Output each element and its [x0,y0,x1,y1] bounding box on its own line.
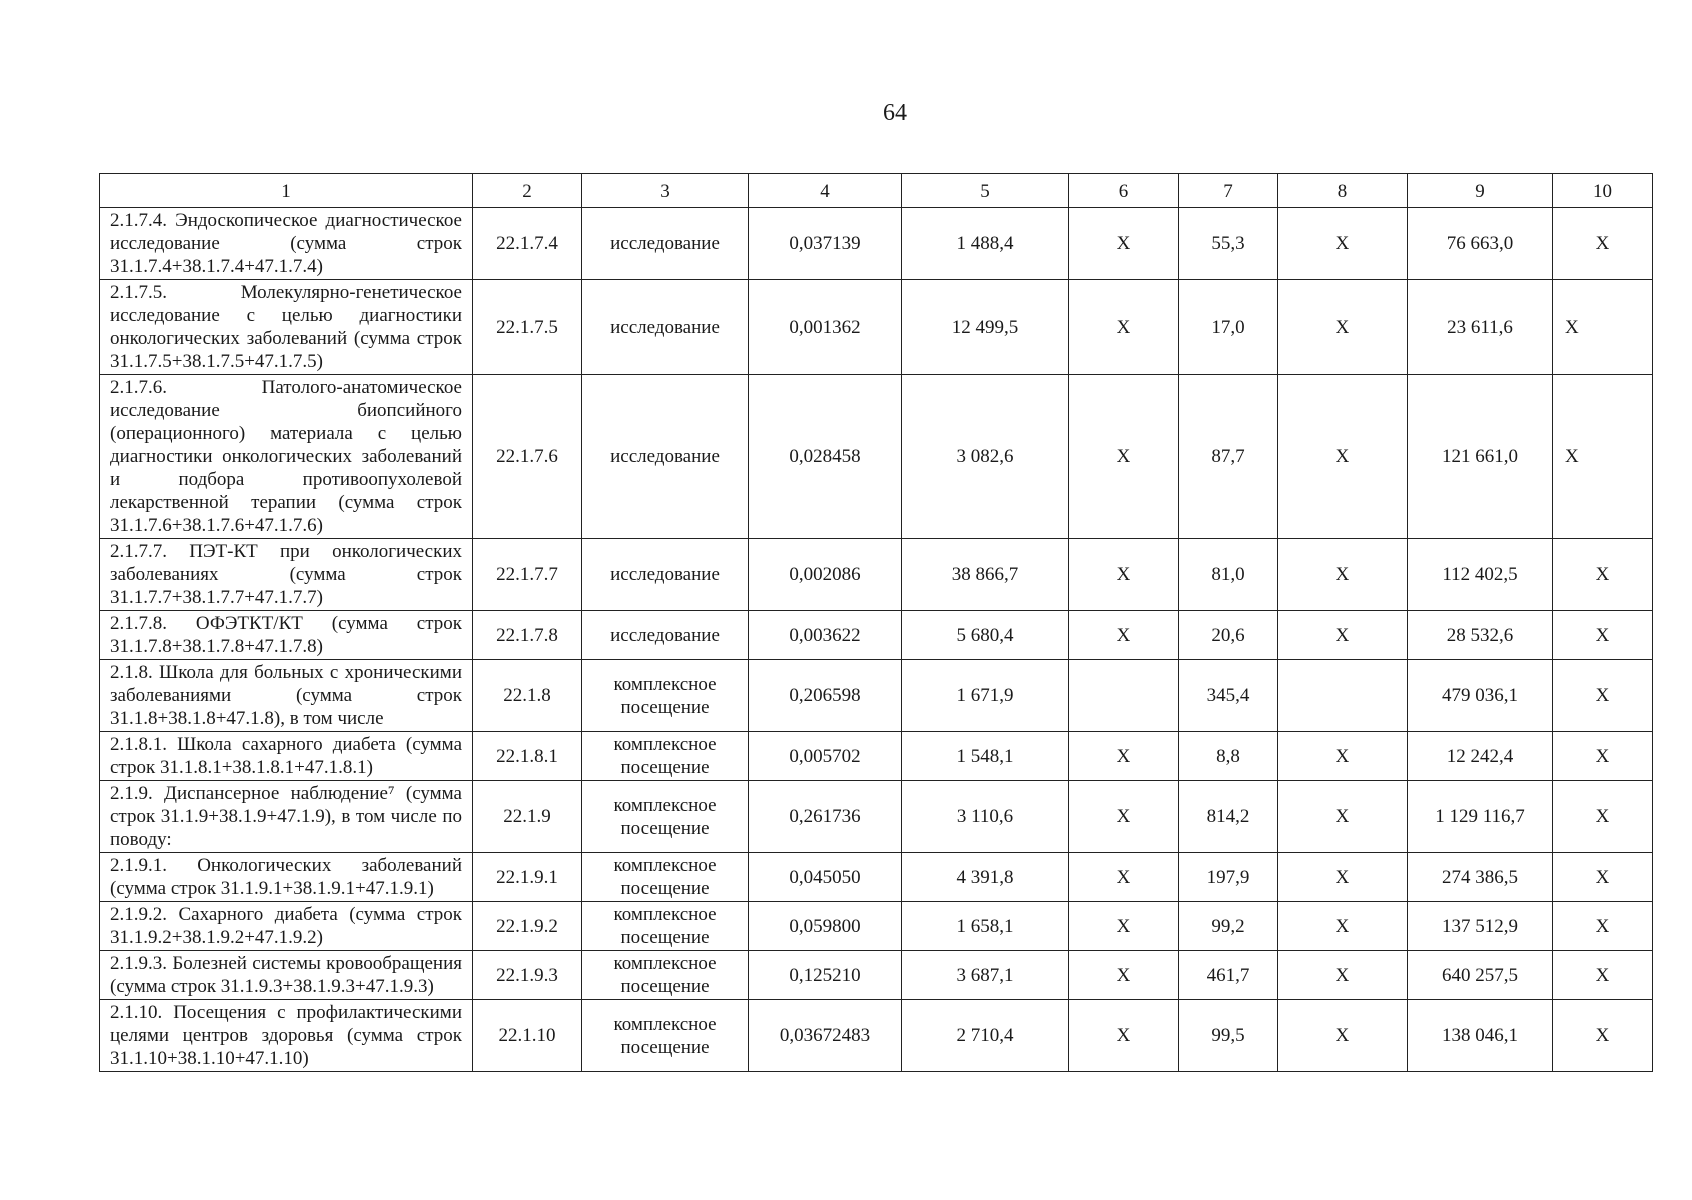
row-cost-per-unit: 12 499,5 [902,280,1069,375]
row-description: 2.1.9.3. Болезней системы кровообращения (сумма строк 31.1.9.3+38.1.9.3+47.1.9.3) [100,951,473,1000]
table-row [100,902,1653,951]
row-col6: X [1069,732,1179,781]
row-norm-volume: 0,261736 [749,781,902,853]
row-total-cost: 137 512,9 [1408,902,1553,951]
row-col8: X [1278,280,1408,375]
row-per-capita: 461,7 [1179,951,1278,1000]
row-norm-volume: 0,001362 [749,280,902,375]
row-col6: X [1069,902,1179,951]
row-cost-per-unit: 38 866,7 [902,539,1069,611]
row-code: 22.1.8.1 [473,732,582,781]
row-cost-per-unit: 1 658,1 [902,902,1069,951]
row-code: 22.1.8 [473,660,582,732]
row-cost-per-unit: 1 548,1 [902,732,1069,781]
row-col10: X [1553,1000,1653,1072]
header-row [100,174,1653,208]
row-col10: X [1553,951,1653,1000]
row-col6: X [1069,951,1179,1000]
row-code: 22.1.7.6 [473,375,582,539]
row-per-capita: 20,6 [1179,611,1278,660]
row-code: 22.1.9.2 [473,902,582,951]
row-description: 2.1.9.2. Сахарного диабета (сумма строк 31.1.9.2+38.1.9.2+47.1.9.2) [100,902,473,951]
row-per-capita: 99,2 [1179,902,1278,951]
row-col8: X [1278,539,1408,611]
row-norm-volume: 0,028458 [749,375,902,539]
row-col6: X [1069,611,1179,660]
row-col6 [1069,660,1179,732]
row-col8: X [1278,853,1408,902]
row-norm-volume: 0,002086 [749,539,902,611]
row-total-cost: 28 532,6 [1408,611,1553,660]
row-total-cost: 12 242,4 [1408,732,1553,781]
row-unit: исследование [582,611,749,660]
row-per-capita: 8,8 [1179,732,1278,781]
row-col6: X [1069,781,1179,853]
row-description: 2.1.7.5. Молекулярно-генетическое исследование с целью диагностики онкологических заболеваний (сумма строк 31.1.7.5+38.1.7.5+47.1.7.5) [100,280,473,375]
row-per-capita: 55,3 [1179,208,1278,280]
row-description: 2.1.9. Диспансерное наблюдение⁷ (сумма строк 31.1.9+38.1.9+47.1.9), в том числе по поводу: [100,781,473,853]
row-norm-volume: 0,03672483 [749,1000,902,1072]
table-row [100,375,1653,539]
row-unit: комплексное посещение [582,781,749,853]
table-row [100,1000,1653,1072]
row-cost-per-unit: 4 391,8 [902,853,1069,902]
row-unit: комплексное посещение [582,902,749,951]
row-per-capita: 99,5 [1179,1000,1278,1072]
row-col10: X [1553,375,1653,539]
row-unit: комплексное посещение [582,1000,749,1072]
row-description: 2.1.7.6. Патолого-анатомическое исследование биопсийного (операционного) материала с целью диагностики онкологических заболеваний и подбора противоопухолевой лекарственной терапии (сумма строк 31.1.7.6+38.1.7.6+47.1.7.6) [100,375,473,539]
table-row [100,732,1653,781]
row-col6: X [1069,1000,1179,1072]
row-col8: X [1278,732,1408,781]
row-col10: X [1553,208,1653,280]
header-cell: 4 [749,174,902,208]
data-table [99,173,1653,1072]
row-cost-per-unit: 3 687,1 [902,951,1069,1000]
row-col6: X [1069,853,1179,902]
row-description: 2.1.7.8. ОФЭТКТ/КТ (сумма строк 31.1.7.8+38.1.7.8+47.1.7.8) [100,611,473,660]
header-cell: 8 [1278,174,1408,208]
row-code: 22.1.7.7 [473,539,582,611]
row-cost-per-unit: 5 680,4 [902,611,1069,660]
row-col10: X [1553,732,1653,781]
row-per-capita: 81,0 [1179,539,1278,611]
row-total-cost: 112 402,5 [1408,539,1553,611]
row-description: 2.1.7.4. Эндоскопическое диагностическое исследование (сумма строк 31.1.7.4+38.1.7.4+47.1.7.4) [100,208,473,280]
row-total-cost: 76 663,0 [1408,208,1553,280]
table-row [100,208,1653,280]
row-col10: X [1553,853,1653,902]
row-unit: комплексное посещение [582,732,749,781]
table-row [100,781,1653,853]
row-unit: комплексное посещение [582,660,749,732]
row-per-capita: 814,2 [1179,781,1278,853]
table-row [100,611,1653,660]
row-code: 22.1.7.8 [473,611,582,660]
row-norm-volume: 0,003622 [749,611,902,660]
header-cell: 7 [1179,174,1278,208]
row-unit: комплексное посещение [582,951,749,1000]
row-col10: X [1553,280,1653,375]
row-col10: X [1553,660,1653,732]
row-code: 22.1.7.4 [473,208,582,280]
row-unit: исследование [582,208,749,280]
row-norm-volume: 0,125210 [749,951,902,1000]
header-cell: 9 [1408,174,1553,208]
row-per-capita: 87,7 [1179,375,1278,539]
row-norm-volume: 0,005702 [749,732,902,781]
table-row [100,951,1653,1000]
row-col10: X [1553,781,1653,853]
row-col10: X [1553,902,1653,951]
row-total-cost: 1 129 116,7 [1408,781,1553,853]
row-col10: X [1553,611,1653,660]
row-norm-volume: 0,037139 [749,208,902,280]
row-col8: X [1278,951,1408,1000]
row-total-cost: 274 386,5 [1408,853,1553,902]
row-description: 2.1.10. Посещения с профилактическими целями центров здоровья (сумма строк 31.1.10+38.1.10+47.1.10) [100,1000,473,1072]
header-cell: 2 [473,174,582,208]
row-col6: X [1069,539,1179,611]
row-col6: X [1069,375,1179,539]
row-description: 2.1.8.1. Школа сахарного диабета (сумма строк 31.1.8.1+38.1.8.1+47.1.8.1) [100,732,473,781]
row-cost-per-unit: 3 110,6 [902,781,1069,853]
header-cell: 1 [100,174,473,208]
row-description: 2.1.7.7. ПЭТ-КТ при онкологических заболеваниях (сумма строк 31.1.7.7+38.1.7.7+47.1.7.7) [100,539,473,611]
row-unit: комплексное посещение [582,853,749,902]
row-col8: X [1278,1000,1408,1072]
row-cost-per-unit: 2 710,4 [902,1000,1069,1072]
header-cell: 6 [1069,174,1179,208]
row-per-capita: 197,9 [1179,853,1278,902]
table-row [100,539,1653,611]
row-col10: X [1553,539,1653,611]
row-cost-per-unit: 1 671,9 [902,660,1069,732]
row-unit: исследование [582,280,749,375]
row-norm-volume: 0,059800 [749,902,902,951]
row-description: 2.1.8. Школа для больных с хроническими заболеваниями (сумма строк 31.1.8+38.1.8+47.1.8), в том числе [100,660,473,732]
row-col8: X [1278,611,1408,660]
table-row [100,280,1653,375]
row-norm-volume: 0,206598 [749,660,902,732]
page-number: 64 [883,100,907,126]
header-cell: 5 [902,174,1069,208]
header-cell: 3 [582,174,749,208]
row-col8 [1278,660,1408,732]
row-code: 22.1.10 [473,1000,582,1072]
table-row [100,660,1653,732]
header-cell: 10 [1553,174,1653,208]
row-code: 22.1.9.3 [473,951,582,1000]
row-col8: X [1278,781,1408,853]
row-col8: X [1278,375,1408,539]
row-description: 2.1.9.1. Онкологических заболеваний (сумма строк 31.1.9.1+38.1.9.1+47.1.9.1) [100,853,473,902]
row-cost-per-unit: 3 082,6 [902,375,1069,539]
row-unit: исследование [582,375,749,539]
row-per-capita: 17,0 [1179,280,1278,375]
table-row [100,853,1653,902]
row-per-capita: 345,4 [1179,660,1278,732]
row-total-cost: 479 036,1 [1408,660,1553,732]
row-total-cost: 640 257,5 [1408,951,1553,1000]
row-col8: X [1278,208,1408,280]
row-norm-volume: 0,045050 [749,853,902,902]
row-code: 22.1.9.1 [473,853,582,902]
row-cost-per-unit: 1 488,4 [902,208,1069,280]
row-code: 22.1.9 [473,781,582,853]
row-col6: X [1069,208,1179,280]
row-code: 22.1.7.5 [473,280,582,375]
row-total-cost: 121 661,0 [1408,375,1553,539]
row-unit: исследование [582,539,749,611]
row-col8: X [1278,902,1408,951]
row-total-cost: 23 611,6 [1408,280,1553,375]
row-total-cost: 138 046,1 [1408,1000,1553,1072]
row-col6: X [1069,280,1179,375]
